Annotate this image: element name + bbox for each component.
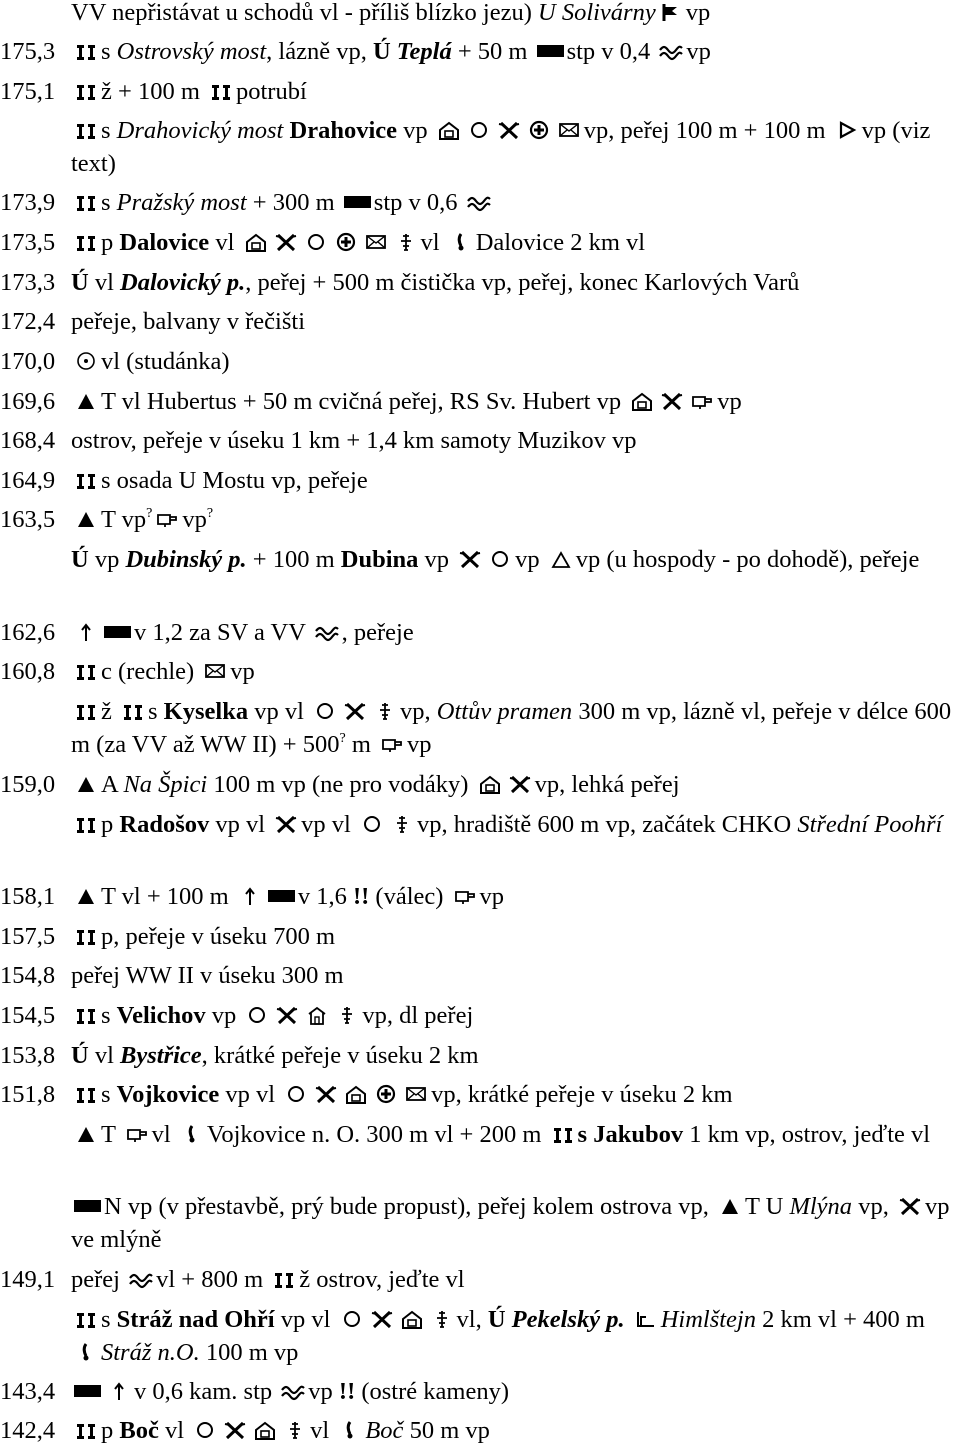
guide-entry [0,616,958,649]
guide-entry [0,75,958,108]
bold-name: !! [352,883,370,910]
restaurant-icon [458,549,482,569]
bridge-icon [74,232,98,252]
km-marker: 154,8 [0,962,56,989]
entry-text: vp (u hospody - po dohodě), peřeje [575,546,920,573]
entry-text: vl [420,229,446,256]
guide-entry [0,1414,958,1447]
house-icon [305,1005,329,1025]
guide-entry [0,1375,958,1408]
bus-icon [335,1005,359,1025]
tent-icon [74,509,98,529]
restaurant-icon [508,774,532,794]
entry-text: p, peřeje v úseku 700 m [101,923,336,950]
entry-text: ž [101,698,118,725]
guide-entry [0,1078,958,1111]
entry-text: , krátké peřeje v úseku 2 km [201,1042,479,1069]
entry-text: (ostré kameny) [355,1378,509,1405]
post-icon [404,1084,428,1104]
bold-name: Dubina [340,546,419,573]
bold-name: Ú [71,269,89,296]
guide-entry [0,1039,958,1072]
bridge-icon [74,661,98,681]
italic-name: Mlýna [789,1193,853,1220]
bridge-icon [74,1005,98,1025]
shop-icon [253,1420,277,1440]
bold-italic-name: Bystřice [120,1042,202,1069]
arrow-up-icon [107,1381,131,1401]
italic-name: Na Špici [123,771,208,798]
restaurant-icon [898,1196,922,1216]
entry-text: potrubí [236,78,307,105]
entry-text: Vojkovice n. O. 300 m vl + 200 m [206,1121,548,1148]
entry-text: T [101,1121,122,1148]
guide-entry [0,655,958,688]
entry-text: vp [479,883,505,910]
entry-text: T vl + 100 m [101,883,235,910]
entry-text: ž + 100 m [101,78,206,105]
bold-name: Velichov [116,1002,206,1029]
entry-text: 300 m vp, lázně vl, peřeje v délce 600 m (za VV až WW II) + 500 [71,698,952,758]
entry-text: vp [685,0,711,26]
post-icon [364,232,388,252]
entry-text: N vp (v přestavbě, prý bude propust), peřej kolem ostrova vp, [104,1193,715,1220]
entry-text [625,1306,631,1333]
guide-entry [0,186,958,219]
entry-text: vp [308,1378,339,1405]
guide-entry [0,999,958,1032]
km-marker: 168,4 [0,427,56,454]
km-marker [0,114,71,147]
hand-icon [690,391,714,411]
shop-icon [478,774,502,794]
km-marker: 158,1 [0,883,56,910]
entry-text: vp vl [301,811,357,838]
restaurant-icon [223,1420,247,1440]
entry-text: vl + 800 m [156,1266,270,1293]
weir-icon [268,890,295,902]
restaurant-icon [274,814,298,834]
guide-entry [0,695,958,761]
km-marker: 170,0 [0,348,56,375]
bridge-icon [74,1084,98,1104]
km-marker [0,543,71,576]
bus-icon [373,701,397,721]
bold-italic-wrapper [397,38,452,65]
km-marker [0,1303,71,1336]
superscript: ? [206,506,214,521]
train-icon [180,1124,204,1144]
entry-text: vp, dl peřej [362,1002,474,1029]
bold-italic-name: Dubinský p. [125,546,247,573]
entry-text: m [345,731,378,758]
bold-italic-name: Teplá [396,38,452,65]
bridge-icon [74,41,98,61]
bold-name: Vojkovice [116,1081,220,1108]
entry-text: vl [158,1417,191,1444]
entry-text: s [101,189,117,216]
km-marker: 160,8 [0,658,56,685]
train-icon [449,232,473,252]
flag-icon [659,2,683,22]
circle-icon [284,1084,308,1104]
km-marker: 157,5 [0,923,56,950]
entry-text: A [101,771,124,798]
bus-icon [430,1309,454,1329]
guide-entry [0,1190,958,1256]
km-marker: 162,6 [0,619,56,646]
guide-entry [0,1118,958,1151]
hand-icon [155,509,179,529]
restaurant-icon [497,120,521,140]
circle-icon [245,1005,269,1025]
bridge-icon [121,701,145,721]
guide-entry [0,424,958,457]
shop-icon [437,120,461,140]
bridge-icon [74,81,98,101]
circle-icon [467,120,491,140]
entry-text: peřeje, balvany v řečišti [71,308,306,335]
italic-name: Pražský most [116,189,247,216]
entry-text: vp, lehká peřej [534,771,680,798]
restaurant-icon [370,1309,394,1329]
bold-name: Drahovice [289,117,397,144]
entry-text: vp [88,546,126,573]
doctor-icon [527,120,551,140]
entry-text: peřej [71,1266,127,1293]
entry-text: 100 m vp (ne pro vodáky) [207,771,475,798]
bus-icon [394,232,418,252]
bold-name: Ú [71,546,89,573]
guide-entry [0,1303,958,1369]
bold-italic-wrapper [120,269,245,296]
italic-name: U Solivárny [538,0,656,26]
train-icon [338,1420,362,1440]
entry-text: vp [418,546,456,573]
guide-entry [0,35,958,68]
entry-text: ž ostrov, jeďte vl [299,1266,465,1293]
km-marker: 175,1 [0,78,56,105]
hand-icon [380,734,404,754]
entry-text: vp (viz text) [71,117,931,177]
shop-icon [630,391,654,411]
castle-icon [634,1309,658,1329]
entry-text: vp vl [248,698,311,725]
guide-entry [0,959,958,992]
italic-name: Střední Poohří [797,811,943,838]
entry-text: VV nepřistávat u schodů vl - příliš blízko jezu) [71,0,538,26]
entry-text: s [101,38,117,65]
km-marker: 149,1 [0,1266,56,1293]
tent-icon [74,774,98,794]
km-marker [0,808,71,841]
circle-icon [193,1420,217,1440]
entry-text: vp, [400,698,437,725]
entry-text: 50 m vp [403,1417,490,1444]
km-marker: 142,4 [0,1417,56,1444]
guide-entry [0,114,958,180]
km-marker: 153,8 [0,1042,56,1069]
guide-entry [0,808,958,841]
circle-icon [360,814,384,834]
bold-name: Stráž nad Ohří [116,1306,275,1333]
bold-name: Boč [119,1417,159,1444]
entry-text: p [101,811,120,838]
entry-text: 1 km vp, ostrov, jeďte vl [683,1121,931,1148]
bridge-icon [74,814,98,834]
entry-text: s [101,1002,117,1029]
entry-text: v 0,6 kam. stp [134,1378,279,1405]
circle-icon [488,549,512,569]
bold-name: Radošov [119,811,210,838]
entry-text: stp v 0,4 [566,38,657,65]
km-marker: 164,9 [0,467,56,494]
bridge-icon [74,192,98,212]
bridge-icon [74,120,98,140]
restaurant-icon [660,391,684,411]
entry-text: v 1,6 [297,883,353,910]
entry-text: c (rechle) [101,658,201,685]
guide-entry [0,464,958,497]
entry-text: vl (studánka) [101,348,230,375]
bold-name: !! [338,1378,356,1405]
rapids-icon [659,41,683,61]
entry-text: + 100 m [246,546,341,573]
post-icon [557,120,581,140]
bold-italic-name: Dalovický p. [120,269,246,296]
km-marker: 173,5 [0,229,56,256]
restaurant-icon [314,1084,338,1104]
tent-icon [718,1196,742,1216]
entry-text: p [101,229,120,256]
entry-text: peřej WW II v úseku 300 m [71,962,344,989]
entry-text: vl [88,1042,121,1069]
bridge-icon [209,81,233,101]
bus-icon [390,814,414,834]
hand-icon [453,886,477,906]
km-marker: 151,8 [0,1081,56,1108]
bold-name: Ú [372,38,397,65]
rapids-icon [467,192,491,212]
hand-icon [125,1124,149,1144]
guide-entry [0,920,958,953]
bold-italic-name: Pekelský p. [511,1306,625,1333]
entry-text: vp, krátké peřeje v úseku 2 km [431,1081,733,1108]
km-marker: 175,3 [0,38,56,65]
weir-icon [537,45,564,57]
guide-entry [0,345,958,378]
entry-text: (válec) [369,883,450,910]
entry-text: vp [397,117,434,144]
italic-name: Drahovický most [116,117,284,144]
entry-text: s [148,698,164,725]
entry-text: T vp [101,506,147,533]
shop-icon [344,1084,368,1104]
entry-text: stp v 0,6 [373,189,464,216]
entry-text: vl [209,229,241,256]
guide-entry [0,385,958,418]
bridge-icon [74,1309,98,1329]
entry-text: s [101,1081,117,1108]
tent-icon [74,1124,98,1144]
restaurant-icon [275,1005,299,1025]
tent-icon [74,886,98,906]
entry-text: Dalovice 2 km vl [475,229,646,256]
km-marker: 169,6 [0,388,56,415]
entry-text: , lázně vp, [266,38,373,65]
entry-text: v 1,2 za SV a VV [134,619,312,646]
shop-icon [244,232,268,252]
km-marker: 159,0 [0,771,56,798]
circle-icon [340,1309,364,1329]
entry-text: vp, [852,1193,895,1220]
superscript: ? [146,506,153,521]
guide-entry [0,305,958,338]
entry-text: vp [407,731,432,758]
entry-text: , peřej + 500 m čistička vp, peřej, konec Karlových Varů [245,269,800,296]
italic-name: Boč [365,1417,404,1444]
bridge-icon [74,470,98,490]
weir-icon [74,1200,101,1212]
entry-text: vp vl [219,1081,282,1108]
doctor-icon [334,232,358,252]
entry-text: p [101,1417,120,1444]
entry-text: ostrov, peřeje v úseku 1 km + 1,4 km samoty Muzikov vp [71,427,637,454]
bridge-icon [74,926,98,946]
restaurant-icon [343,701,367,721]
entry-text: vl [310,1417,336,1444]
km-marker [0,1190,71,1223]
bold-name: s Jakubov [577,1121,684,1148]
superscript: ? [339,731,346,746]
entry-text: vp [515,546,546,573]
entry-text: vp [205,1002,243,1029]
entry-text: vp vl [274,1306,337,1333]
post-icon [203,661,227,681]
arrow-up-icon [238,886,262,906]
entry-text: vp, peřej 100 m + 100 m [583,117,832,144]
km-marker: 172,4 [0,308,56,335]
entry-text: vp [717,388,742,415]
bold-name: Ú [487,1306,512,1333]
bold-italic-wrapper [512,1306,625,1333]
entry-text: vp [230,658,255,685]
bold-italic-wrapper [125,546,246,573]
bridge-icon [551,1124,575,1144]
weir-icon [344,196,371,208]
rapids-icon [315,622,339,642]
km-marker: 154,5 [0,1002,56,1029]
km-marker: 163,5 [0,506,56,533]
guide-entry [0,503,958,536]
km-marker [0,1118,71,1151]
entry-text: s osada U Mostu vp, peřeje [101,467,368,494]
bridge-icon [272,1269,296,1289]
restaurant-icon [274,232,298,252]
bold-italic-wrapper [120,1042,202,1069]
entry-text: vl [151,1121,177,1148]
bold-name: Dalovice [119,229,210,256]
entry-text: T vl Hubertus + 50 m cvičná peřej, RS Sv. Hubert vp [101,388,628,415]
km-marker: 173,9 [0,189,56,216]
train-icon [74,1342,98,1362]
guide-entry [0,266,958,299]
italic-name: Ostrovský most [116,38,267,65]
circle-icon [304,232,328,252]
italic-name: Himlštejn [660,1306,756,1333]
bridge-icon [74,1420,98,1440]
entry-text: vp [686,38,711,65]
guide-entry [0,768,958,801]
rapids-icon [281,1381,305,1401]
km-marker: 143,4 [0,1378,56,1405]
tent-outline-icon [549,549,573,569]
entry-text: s [101,1306,117,1333]
spring-icon [74,351,98,371]
entry-text: T U [745,1193,790,1220]
entry-text: , peřeje [341,619,414,646]
entry-text: vp [182,506,207,533]
guide-entry [0,226,958,259]
entry-text: + 50 m [451,38,534,65]
bold-name: Ú [71,1042,89,1069]
entry-text: vp, hradiště 600 m vp, začátek CHKO [416,811,798,838]
circle-icon [313,701,337,721]
entry-text: vl, [456,1306,488,1333]
shop-icon [400,1309,424,1329]
guide-entry [0,1263,958,1296]
guide-entry [0,880,958,913]
bus-icon [283,1420,307,1440]
km-marker [0,695,71,728]
entry-text: vp vl [209,811,272,838]
entry-text: s [101,117,117,144]
bold-name: Kyselka [163,698,249,725]
bridge-icon [74,701,98,721]
entry-text: 2 km vl + 400 m [756,1306,925,1333]
rapids-icon [129,1269,153,1289]
arrow-up-icon [74,622,98,642]
doctor-icon [374,1084,398,1104]
guide-entry [0,543,958,576]
triangle-right-icon [835,120,859,140]
km-marker: 173,3 [0,269,56,296]
italic-name: Ottův pramen [436,698,573,725]
guide-entry [0,0,958,29]
italic-name: Stráž n.O. [101,1339,200,1366]
entry-text: vl [88,269,121,296]
weir-icon [74,1385,101,1397]
entry-text: 100 m vp [199,1339,299,1366]
weir-icon [104,626,131,638]
entry-text: vp ve mlýně [71,1193,950,1253]
entry-text: + 300 m [246,189,341,216]
tent-icon [74,391,98,411]
